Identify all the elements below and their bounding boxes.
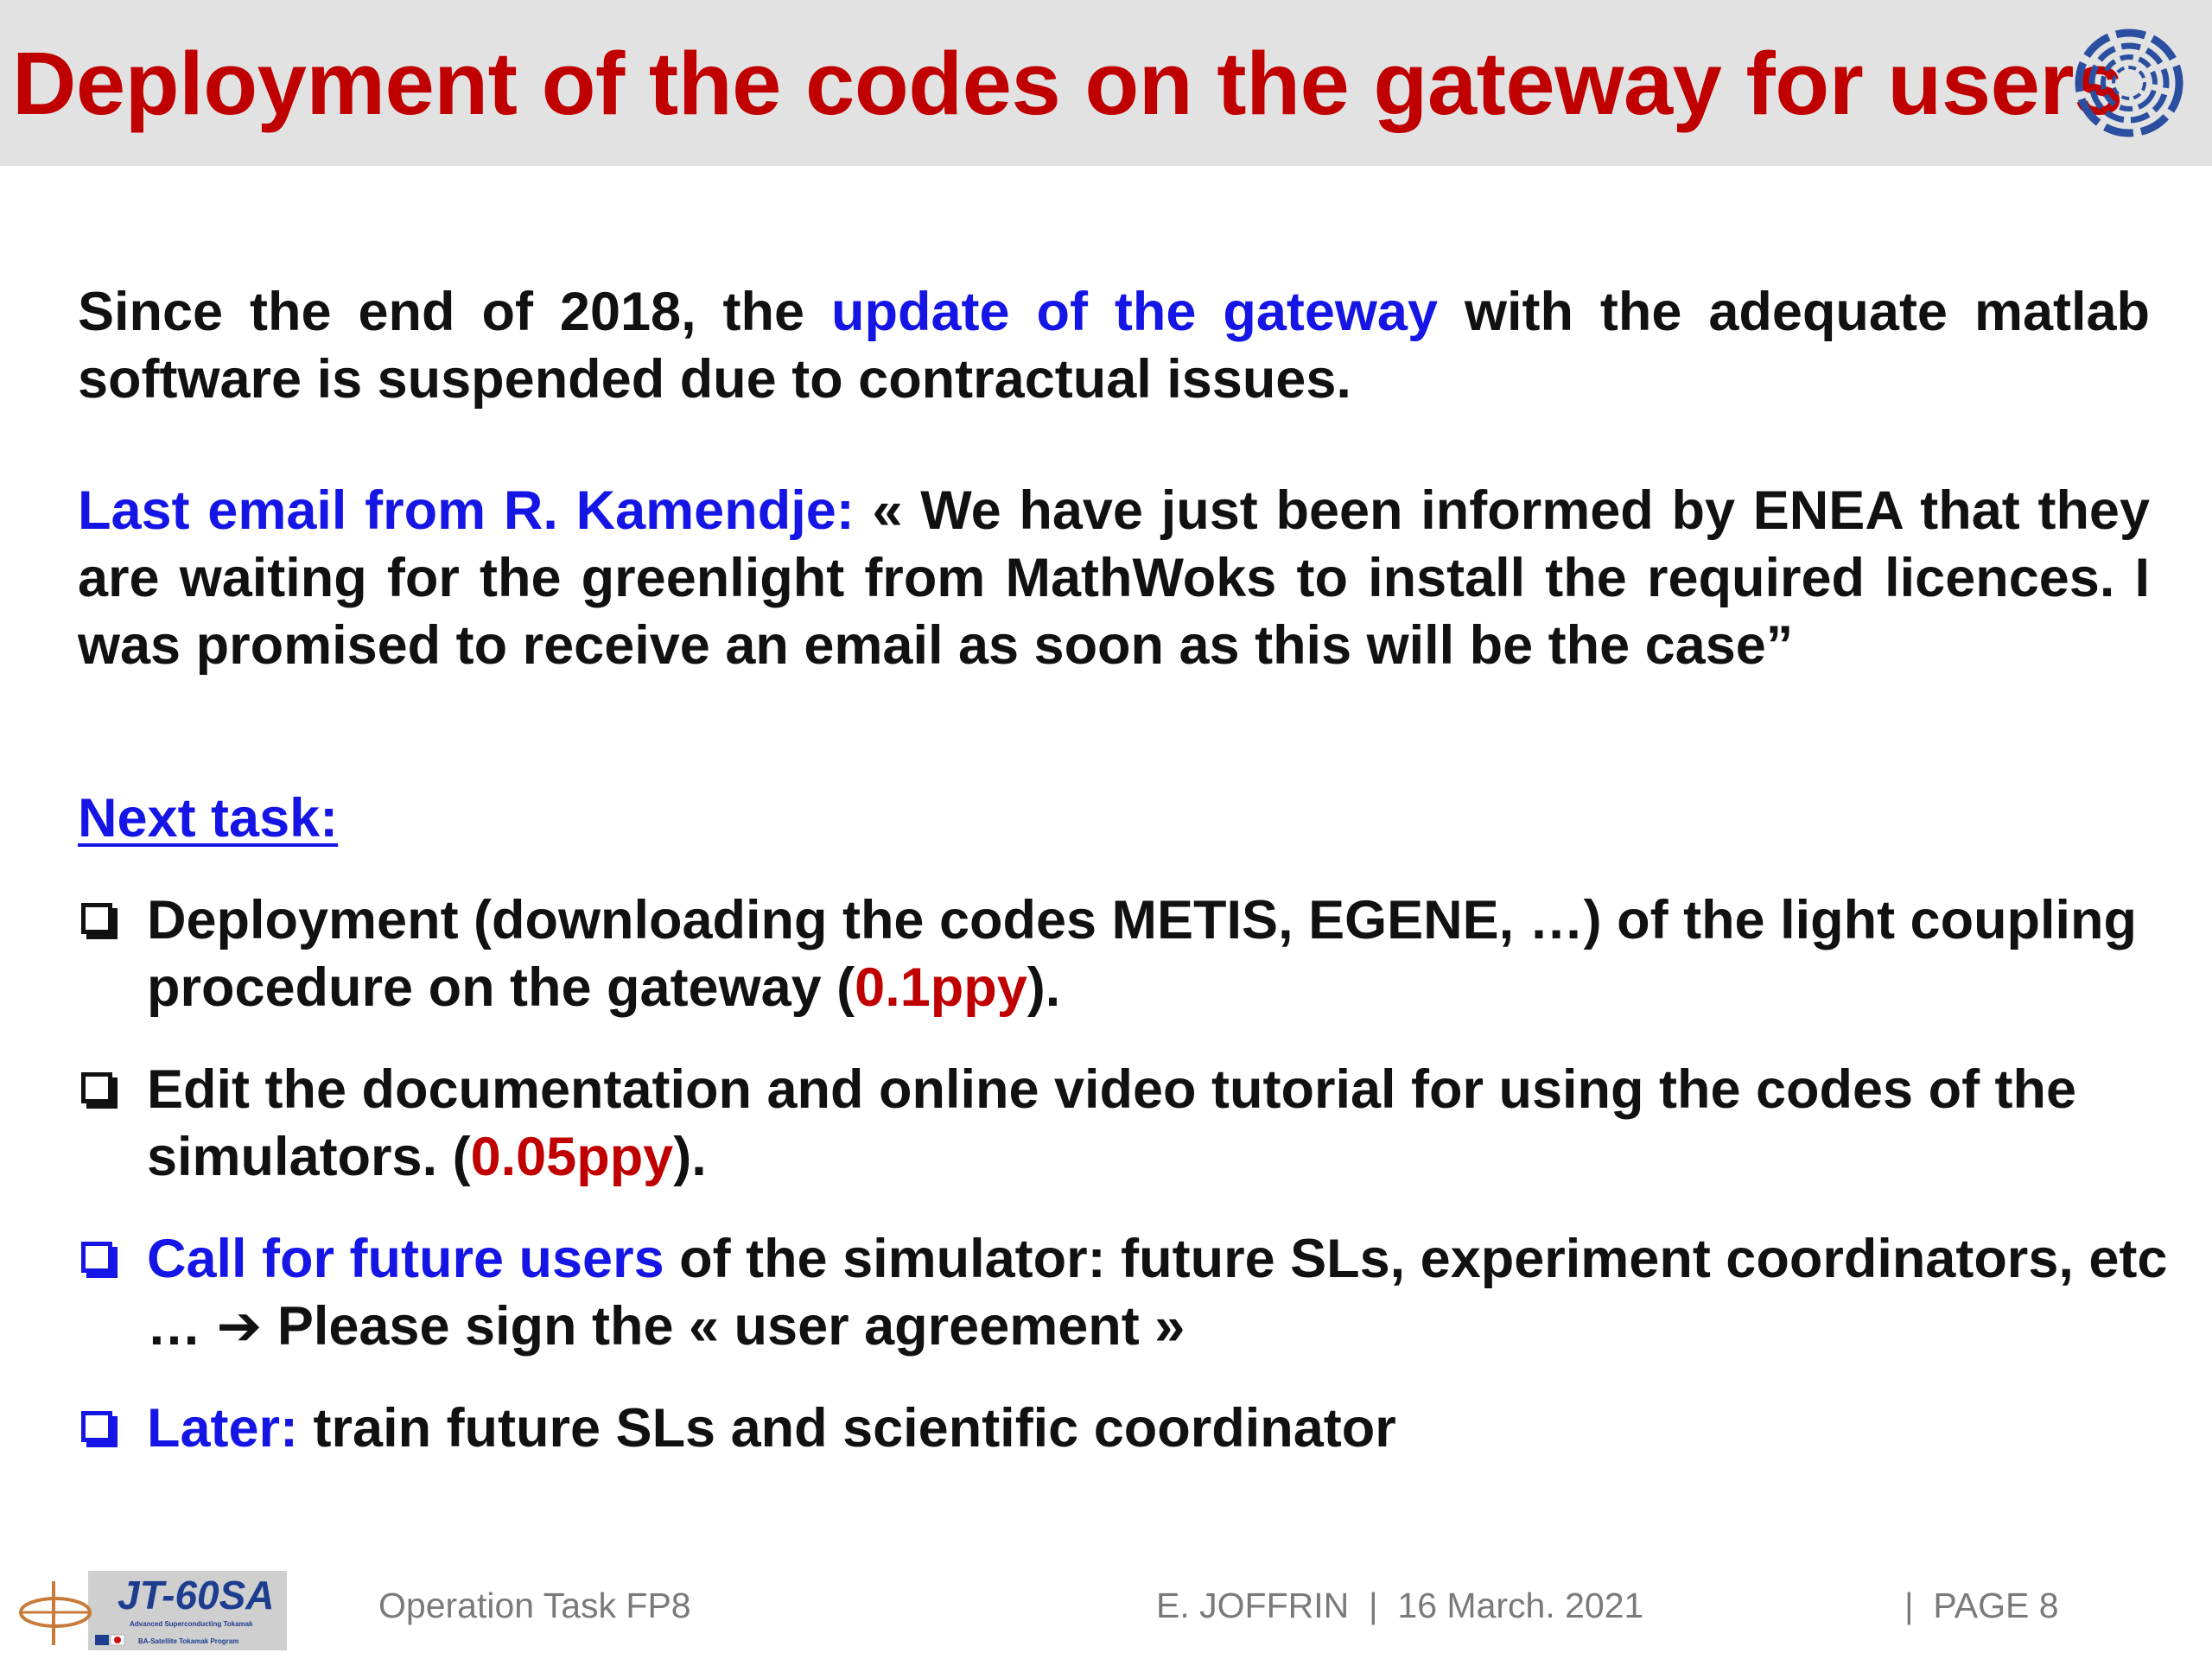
logo-text: JT-60SA [118,1573,275,1618]
task-text-end: Please sign the « user agreement » [262,1296,1185,1357]
email-paragraph [78,477,2150,679]
task-list [78,887,2169,1462]
logo-subtitle: Advanced Superconducting Tokamak [130,1620,253,1628]
checkbox-icon [81,1242,112,1273]
next-task-heading: Next task: [78,788,339,849]
arrow-right-icon: ➔ [216,1296,263,1357]
intro-text-start: Since the end of 2018, the [78,282,832,342]
task-item-documentation [78,1056,2169,1191]
task-text-end: ). [673,1127,707,1187]
task-item-later [78,1395,2169,1462]
footer-author-date: E. JOFFRIN | 16 March. 2021 [1156,1586,1644,1625]
task-item-call-users [78,1225,2169,1360]
gateway-update-highlight: update of the gateway [831,282,1439,342]
task-text-end: ). [1027,957,1061,1018]
jt60sa-logo [12,1569,289,1652]
logo-program: BA-Satellite Tokamak Program [138,1637,239,1645]
task-text: Edit the documentation and online video tutorial for using the codes of the simulators. ( [147,1059,2077,1187]
task-text: of the simulator: future SLs, experiment coordinators, etc … [147,1229,2168,1357]
checkbox-icon [81,903,112,934]
footer-page-number: | PAGE 8 [1904,1586,2059,1625]
task-text: Deployment (downloading the codes METIS, EGENE, …) of the light coupling procedure on the gateway ( [147,890,2138,1018]
task-lead: Call for future users [147,1229,664,1289]
task-text: train future SLs and scientific coordinator [298,1398,1396,1459]
ring-logo-icon [2069,22,2190,143]
checkbox-icon [81,1072,112,1103]
intro-paragraph [78,278,2150,413]
email-quote: « We have just been informed by ENEA that they are waiting for the greenlight from MathWoks to install the required licences. I was promised to receive an email as soon as this will be the case” [78,480,2150,676]
footer-task: Operation Task FP8 [378,1586,691,1625]
slide-title: Deployment of the codes on the gateway for users [12,34,2123,133]
email-label: Last email from R. Kamendje: [78,480,855,541]
effort-value: 0.1ppy [855,957,1027,1018]
checkbox-icon [81,1411,112,1442]
intro-text-end: with the adequate matlab software is suspended due to contractual issues. [78,282,2150,410]
header-bar [0,0,2212,166]
task-item-deployment [78,887,2169,1021]
task-lead: Later: [147,1398,299,1459]
effort-value: 0.05ppy [470,1127,674,1187]
